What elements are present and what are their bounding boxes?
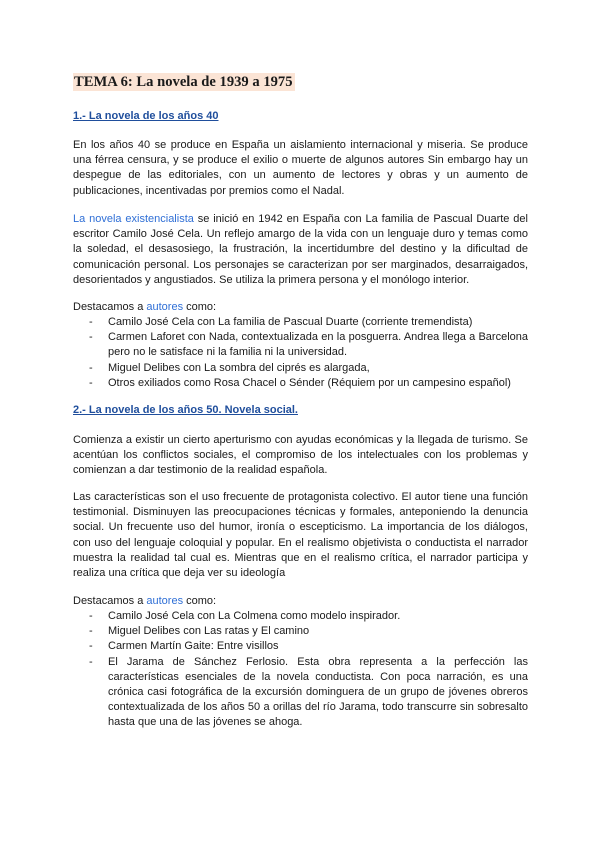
- section2-intro-paragraph: Comienza a existir un cierto aperturismo con ayudas económicas y la llegada de turismo. Se acentúan los conflictos sociales, el compromiso de los intelectuales con los problemas y comienzan a dar testimonio de la realidad española.: [73, 434, 528, 477]
- authors-suffix: como:: [183, 595, 217, 607]
- section1-heading: 1.- La novela de los años 40: [73, 110, 219, 122]
- bullet-dash: -: [89, 610, 93, 622]
- bullet-dash: -: [89, 361, 93, 374]
- existentialist-highlight: La novela existencialista: [73, 213, 194, 225]
- section2-characteristics-paragraph: Las características son el uso frecuente de protagonista colectivo. El autor tiene una función testimonial. Disminuyen las preocupaciones técnicas y formales, anteponiendo la denuncia social. Un frecuente uso del humor, ironía o escepticismo. La importancia de los diálogos, con uso del lenguaje coloquial y popular. En el realismo objetivista o conductista el narrador muestra la realidad tal cual es. Mientras que en el realismo crítica, el narrador participa y realiza una crítica que deja ver su ideología: [73, 491, 528, 580]
- bullet-dash: -: [89, 316, 93, 328]
- list-item-text: Camilo José Cela con La familia de Pascual Duarte (corriente tremendista): [108, 316, 473, 328]
- authors-prefix: Destacamos a: [73, 301, 147, 313]
- section2-authors-intro: [73, 594, 528, 609]
- authors-suffix: como:: [183, 301, 217, 313]
- existentialist-text: se inició en 1942 en España con La familia de Pascual Duarte del escritor Camilo José Cela. Un reflejo amargo de la vida con un lenguaje duro y temas como la soledad, el desasosiego, la frustración, la incertidumbre del destino y la dificultad de comunicación personal. Los personajes se caracterizan por ser marginados, desarraigados, desorientados y angustiados. Se utiliza la primera persona y el monólogo interior.: [73, 213, 528, 286]
- list-item-text: El Jarama de Sánchez Ferlosio. Esta obra representa a la perfección las características esenciales de la novela conductista. Con poca narración, es una crónica casi fotográfica de la excursión dominguera de un grupo de jóvenes obreros contextualizada de los años 50 a orillas del río Jarama, todo transcurre sin sobresalto hasta que una de las jóvenes se ahoga.: [108, 655, 528, 729]
- bullet-dash: -: [89, 640, 93, 653]
- list-item: [73, 330, 528, 360]
- list-item: [73, 315, 528, 330]
- list-item: [73, 639, 528, 654]
- authors-prefix: Destacamos a: [73, 595, 147, 607]
- list-item: [73, 655, 528, 731]
- list-item-text: Miguel Delibes con Las ratas y El camino: [108, 625, 310, 638]
- authors-highlight: autores: [146, 301, 184, 313]
- list-item-text: Carmen Martín Gaite: Entre visillos: [108, 640, 279, 653]
- section1-intro-paragraph: En los años 40 se produce en España un aislamiento internacional y miseria. Se produce una férrea censura, y se produce el exilio o muerte de algunos autores Sin embargo hay un despegue de las editoriales, con un aumento de lectores y obras y un aumento de publicaciones, incentivadas por premios como el Nadal.: [73, 139, 528, 197]
- list-item-text: Camilo José Cela con La Colmena como modelo inspirador.: [108, 610, 401, 622]
- list-item: [73, 361, 528, 376]
- bullet-dash: -: [89, 625, 93, 638]
- list-item-text: Carmen Laforet con Nada, contextualizada en la posguerra. Andrea llega a Barcelona pero no le satisface ni la familia ni la universidad.: [108, 331, 528, 359]
- list-item: [73, 376, 528, 391]
- section1-authors-intro: [73, 300, 528, 315]
- list-item-text: Miguel Delibes con La sombra del ciprés es alargada,: [108, 361, 370, 374]
- page-title: TEMA 6: La novela de 1939 a 1975: [74, 74, 293, 90]
- bullet-dash: -: [89, 376, 93, 389]
- list-item-text: Otros exiliados como Rosa Chacel o Sénder (Réquiem por un campesino español): [108, 376, 511, 389]
- section1-authors-list: [73, 315, 528, 391]
- section2-heading: 2.- La novela de los años 50. Novela social.: [73, 404, 298, 416]
- list-item: [73, 609, 528, 624]
- bullet-dash: -: [89, 331, 93, 344]
- section1-existentialist-paragraph: [73, 212, 528, 288]
- section2-authors-list: [73, 609, 528, 731]
- list-item: [73, 624, 528, 639]
- bullet-dash: -: [89, 655, 93, 668]
- authors-highlight: autores: [146, 595, 184, 607]
